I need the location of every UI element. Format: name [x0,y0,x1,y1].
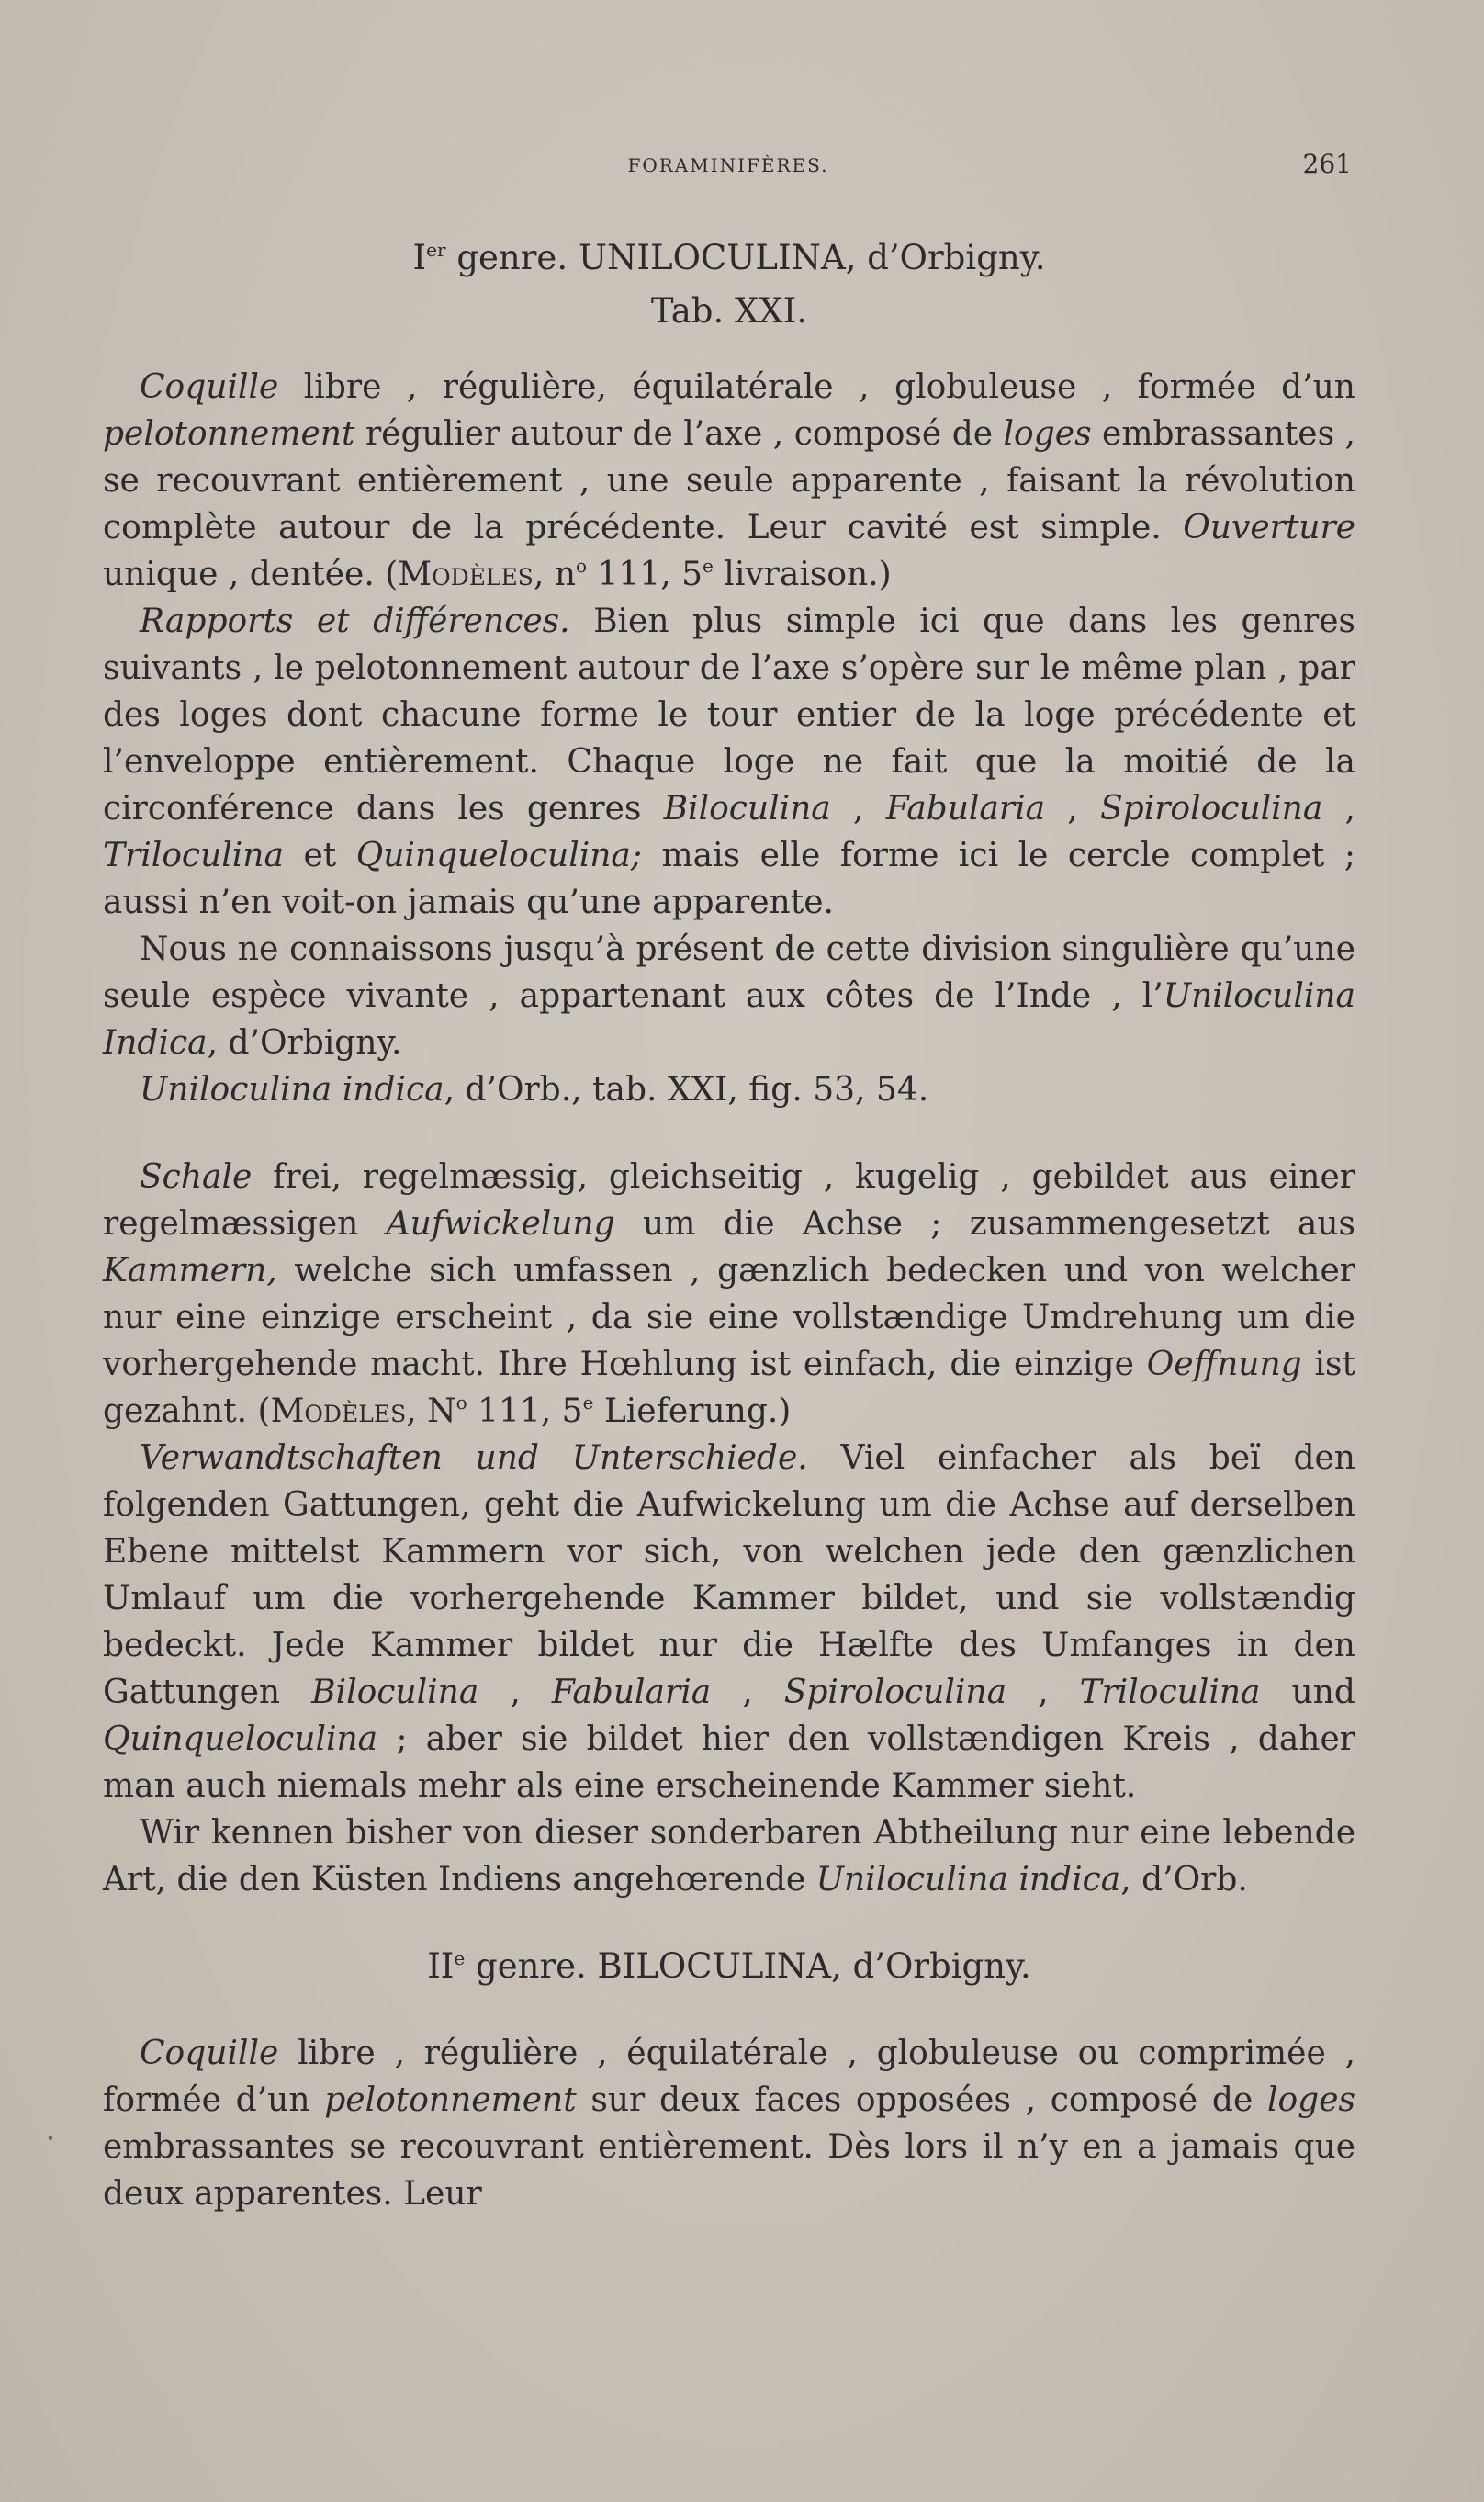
italic-text-run: Oeffnung [1146,1346,1302,1383]
genus-heading-biloculina [103,1940,1355,1993]
text-run: , [1322,790,1355,828]
superscript-text: o [455,1392,467,1414]
text-run: , [1006,1674,1080,1711]
paragraph-de-species [103,1809,1355,1903]
italic-text-run: Kammern, [103,1252,277,1290]
italic-text-run: Uniloculina Indica [103,977,1355,1062]
text-run: , n [533,556,577,593]
italic-text-run: Schale [140,1158,253,1196]
text-run: frei, regelmæssig, gleichseitig , kugelig , gebildet aus einer regelmæssigen [103,1158,1355,1243]
running-head [105,147,1352,184]
italic-text-run: Spiroloculina [1099,790,1323,828]
heading-ordinal-sup: er [426,239,446,261]
text-run: , [1045,790,1100,828]
text-run: Modèles [398,556,534,593]
text-run: Wir kennen bisher von dieser sonderbaren Abtheilung nur eine lebende Art, die den Küsten Indiens angehœrende [103,1814,1355,1899]
text-run: , d’Orbigny. [207,1024,402,1062]
italic-text-run: Spiroloculina [783,1674,1007,1711]
superscript-text: o [576,555,588,577]
paragraph-fr-description [103,364,1355,598]
section-gap [103,1113,1355,1154]
text-run: Bien plus simple ici que dans les genres suivants , le pelotonnement autour de l’axe s’opère sur le même plan , par des loges dont chacune forme le tour entier de la loge précédente et l’enveloppe entièrement. Chaque loge ne fait que la moitié de la circonférence dans les genres [103,603,1356,828]
genus-heading-uniloculina [103,231,1355,285]
italic-text-run: Biloculina [311,1674,479,1711]
heading-ordinal: II [427,1946,455,1986]
italic-text-run: Aufwickelung [386,1205,615,1243]
italic-text-run: pelotonnement [103,415,355,453]
paragraph-fr-rapports [103,598,1355,926]
italic-text-run: Uniloculina indica [815,1861,1121,1899]
paragraph-fr-biloculina-description [103,2030,1355,2217]
italic-text-run: Biloculina [663,790,831,828]
plate-reference: Tab. XXI. [650,291,808,331]
italic-text-run: Verwandtschaften und Unterschiede. [140,1439,808,1477]
text-run: embrassantes se recouvrant entièrement. Dès lors il n’y en a jamais que deux apparentes. Leur [103,2128,1355,2213]
page-number: 261 [1302,149,1352,179]
text-run: unique , dentée. ( [103,556,399,593]
italic-text-run: pelotonnement [324,2081,577,2119]
text-run: 111, 5 [467,1392,583,1430]
text-run: Lieferung.) [593,1392,792,1430]
italic-text-run: Triloculina [103,837,284,874]
italic-text-run: Quinqueloculina [103,1720,378,1758]
italic-text-run: loges [1266,2081,1355,2119]
heading-ordinal: I [412,238,427,277]
italic-text-run: Uniloculina indica [140,1071,444,1109]
text-run: embrassantes , se recouvrant entièrement , une seule apparente , faisant la révolution complète autour de la précédente. Leur cavité est simple. [103,415,1356,547]
section-gap [103,1903,1355,1940]
text-run: régulier autour de l’axe , composé de [354,415,1004,453]
paragraph-de-verwandtschaften [103,1435,1355,1809]
text-run: livraison.) [713,556,892,593]
superscript-text: e [582,1392,594,1414]
heading-ordinal-sup: e [454,1947,466,1969]
text-run: et [283,837,356,874]
text-run: mais elle forme ici le cercle complet ; aussi n’en voit-on jamais qu’une apparente. [103,837,1355,921]
text-run: , N [406,1392,456,1430]
text-run: , d’Orb., tab. XXI, fig. 53, 54. [444,1071,929,1109]
heading-text: genre. UNILOCULINA, d’Orbigny. [445,238,1046,277]
text-run: libre , régulière, équilatérale , globuleuse , formée d’un [278,368,1355,406]
italic-text-run: Rapports et différences. [140,603,570,640]
italic-text-run: Ouverture [1183,509,1355,547]
text-run: 111, 5 [587,556,703,593]
paragraph-fr-figure-ref [103,1066,1355,1113]
text-run: libre , régulière , équilatérale , globuleuse ou comprimée , formée d’un [103,2034,1355,2119]
text-run: , d’Orb. [1120,1861,1248,1899]
heading-text: genre. BILOCULINA, d’Orbigny. [465,1946,1031,1986]
text-run: , [711,1674,784,1711]
italic-text-run: Triloculina [1079,1674,1261,1711]
text-run: , [478,1674,552,1711]
italic-text-run: Fabularia [885,790,1046,828]
text-run: ist gezahnt. ( [103,1346,1355,1430]
text-run: Viel einfacher als beï den folgenden Gattungen, geht die Aufwickelung um die Achse auf derselben Ebene mittelst Kammern vor sich, von welchen jede den gænzlichen Umlauf um die vorhergehende Kammer bildet, und sie vollstændig bedeckt. Jede Kammer bildet nur die Hælfte des Umfanges in den Gattungen [103,1439,1355,1711]
text-run: um die Achse ; zusammengesetzt aus [614,1205,1356,1243]
italic-text-run: loges [1003,415,1092,453]
running-title: FORAMINIFÈRES. [627,154,829,176]
paper-speck [49,2136,52,2140]
text-run: sur deux faces opposées , composé de [576,2081,1267,2119]
text-run: ; aber sie bildet hier den vollstændigen Kreis , daher man auch niemals mehr als eine erscheinende Kammer sieht. [103,1720,1355,1805]
body-text [103,231,1355,2217]
italic-text-run: Quinqueloculina; [355,837,643,874]
italic-text-run: Coquille [140,368,279,406]
text-run: Modèles [270,1392,407,1430]
text-run: welche sich umfassen , gænzlich bedecken und von welcher nur eine einzige erscheint , da sie eine vollstændige Umdrehung um die vorhergehende macht. Ihre Hœhlung ist einfach, die einzige [103,1252,1355,1383]
italic-text-run: Coquille [140,2034,279,2072]
text-run: und [1260,1674,1355,1711]
paragraph-fr-species [103,926,1355,1066]
superscript-text: e [703,555,714,577]
text-run: , [830,790,886,828]
italic-text-run: Fabularia [551,1674,712,1711]
text-run: Nous ne connaissons jusqu’à présent de cette division singulière qu’une seule espèce vivante , appartenant aux côtes de l’Inde , l’ [103,930,1355,1015]
paragraph-de-description [103,1154,1355,1435]
